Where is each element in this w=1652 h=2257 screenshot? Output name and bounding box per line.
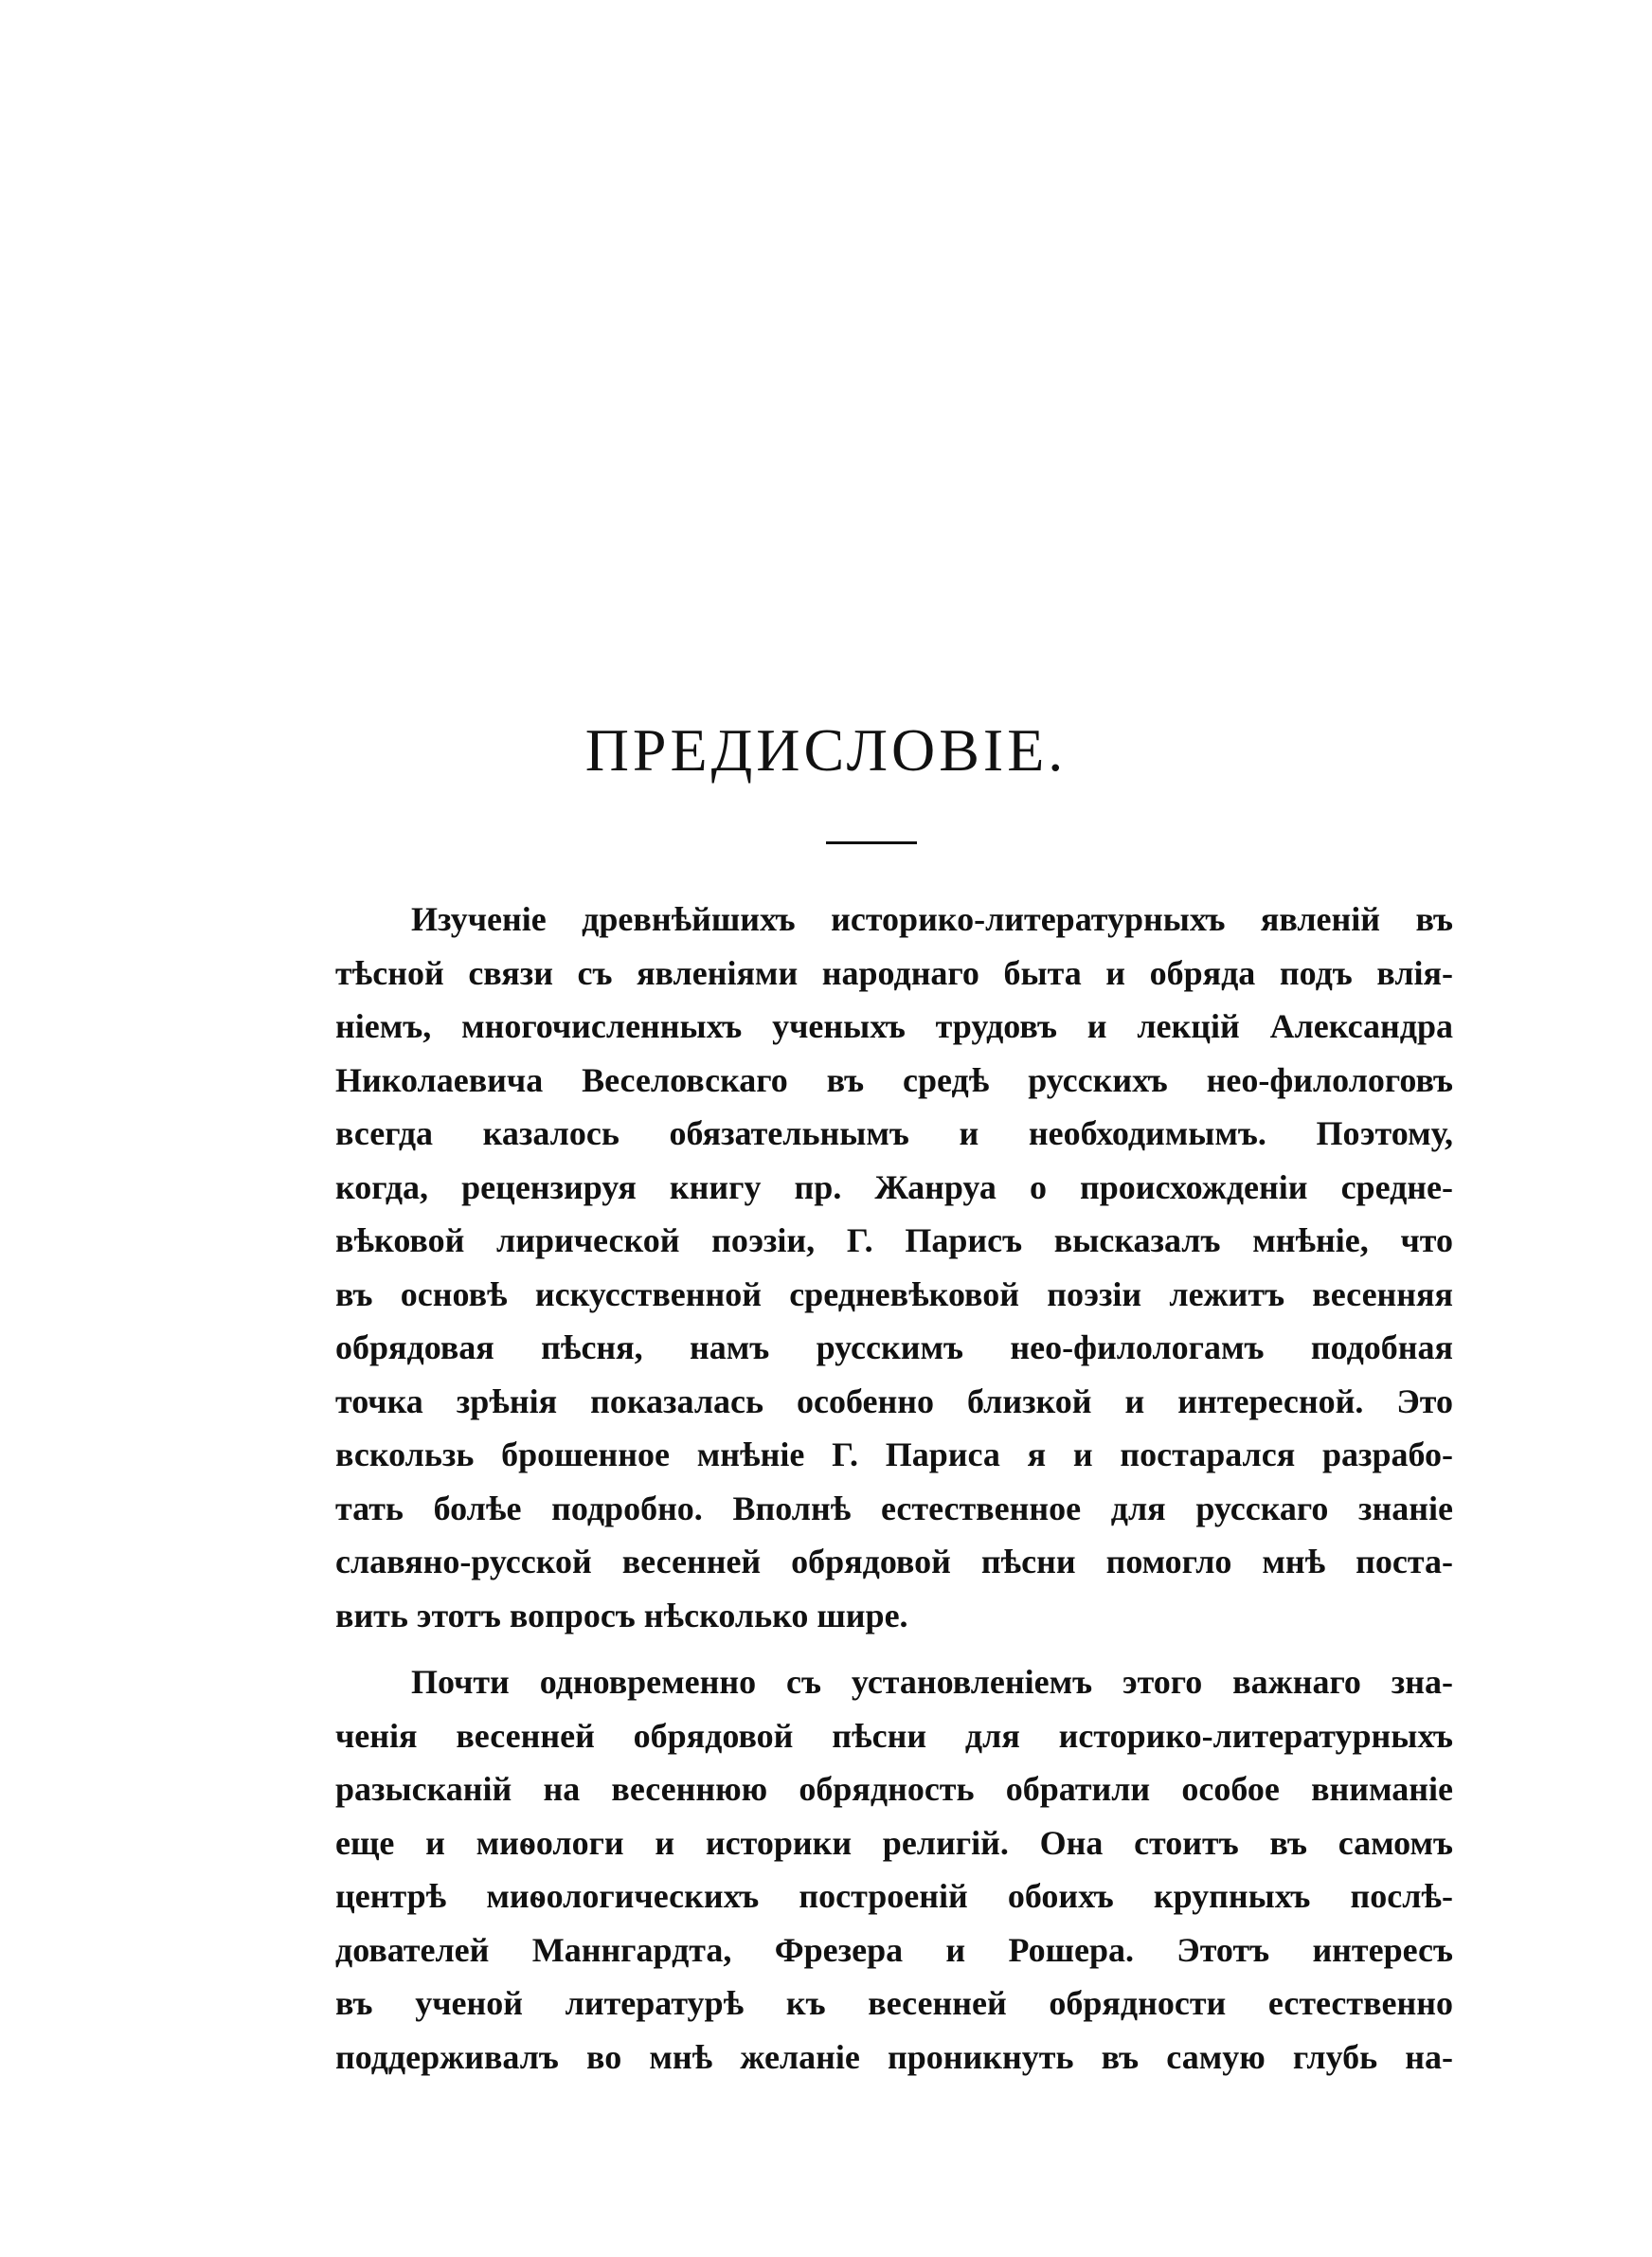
text-line: ченія весенней обрядовой пѣсни для историко-литературныхъ (335, 1716, 1453, 1755)
text-line: въ основѣ искусственной средневѣковой поэзіи лежитъ весенняя (335, 1274, 1453, 1313)
text-line: Николаевича Веселовскаго въ средѣ русскихъ нео-филологовъ (335, 1060, 1453, 1099)
page-title: ПРЕДИСЛОВІЕ. (584, 716, 1068, 784)
text-line: вскользь брошенное мнѣніе Г. Париса я и постарался разрабо- (335, 1435, 1453, 1473)
text-line: еще и миѳологи и историки религій. Она стоитъ въ самомъ (335, 1823, 1453, 1862)
text-line: славяно-русской весенней обрядовой пѣсни помогло мнѣ поста- (335, 1543, 1453, 1580)
title-divider (826, 841, 917, 844)
text-line: ніемъ, многочисленныхъ ученыхъ трудовъ и лекцій Александра (335, 1007, 1453, 1045)
paragraph-1 (335, 893, 1453, 1642)
text-line: тѣсной связи съ явленіями народнаго быта и обряда подъ влія- (335, 953, 1453, 992)
text-line: въ ученой литературѣ къ весенней обрядности естественно (335, 1984, 1453, 2022)
text-line: дователей Маннгардта, Фрезера и Рошера. Этотъ интересъ (335, 1930, 1453, 1969)
text-line: вѣковой лирической поэзіи, Г. Парисъ высказалъ мнѣніе, что (335, 1221, 1453, 1259)
text-line: тать болѣе подробно. Вполнѣ естественное для русскаго знаніе (335, 1489, 1453, 1527)
text-line: когда, рецензируя книгу пр. Жанруа о происхожденіи средне- (335, 1167, 1453, 1206)
text-line: Почти одновременно съ установленіемъ этого важнаго зна- (411, 1663, 1453, 1701)
text-line: разысканій на весеннюю обрядность обратили особое вниманіе (335, 1770, 1453, 1808)
text-line: обрядовая пѣсня, намъ русскимъ нео-филологамъ подобная (335, 1328, 1453, 1366)
paragraph-2 (335, 1655, 1453, 2084)
body-text (335, 893, 1453, 2084)
text-line: Изученіе древнѣйшихъ историко-литературныхъ явленій въ (411, 900, 1453, 938)
text-line: точка зрѣнія показалась особенно близкой и интересной. Это (335, 1381, 1453, 1420)
text-line: вить этотъ вопросъ нѣсколько шире. (335, 1596, 908, 1634)
text-line: всегда казалось обязательнымъ и необходимымъ. Поэтому, (335, 1114, 1453, 1152)
text-line: поддерживалъ во мнѣ желаніе проникнуть въ самую глубь на- (335, 2037, 1453, 2076)
paragraph-gap (335, 1642, 1453, 1655)
text-line: центрѣ миѳологическихъ построеній обоихъ крупныхъ послѣ- (335, 1877, 1453, 1915)
